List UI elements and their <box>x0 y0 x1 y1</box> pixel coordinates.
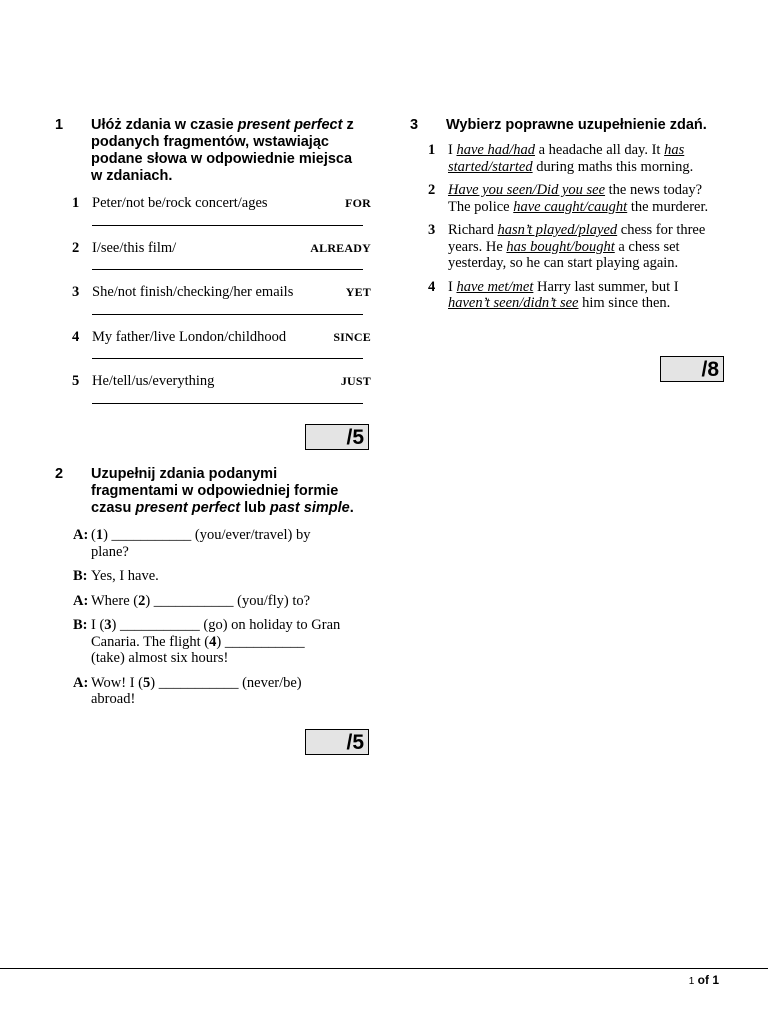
choice-option[interactable]: has bought/bought <box>506 238 615 255</box>
answer-line[interactable] <box>92 256 363 270</box>
task-1-item: 5 He/tell/us/everything JUST <box>72 373 375 412</box>
speaker-label: B: <box>73 617 88 633</box>
choice-option[interactable]: Have you seen/Did you see <box>448 182 606 198</box>
speaker-label: B: <box>73 568 88 584</box>
keyword: JUST <box>340 374 371 388</box>
task-1-heading <box>55 117 375 185</box>
task-3-item: 2 Have you seen/Did you see the news today? The police have caught/caught the murderer. <box>428 182 709 215</box>
task-1-item: 4 My father/live London/childhood SINCE <box>72 329 375 368</box>
choice-option[interactable]: hasn’t played/played <box>497 222 618 238</box>
dialogue-line: B: Yes, I have. <box>73 568 159 584</box>
dialogue-line: A: Where (2) ___________ (you/fly) to? <box>73 592 311 609</box>
task-2-heading <box>55 466 375 517</box>
left-column <box>55 117 375 418</box>
item-prompt: My father/live London/childhood <box>92 328 287 345</box>
answer-line[interactable] <box>92 345 363 359</box>
dialogue-line: B: I (3) ___________ (go) on holiday to Gran Canaria. The flight (4) ___________ (take) almost six hours! <box>73 617 341 666</box>
task-1-number: 1 <box>55 117 64 133</box>
footer-divider <box>0 968 768 969</box>
task-3-item: 1 I have had/had a headache all day. It has started/started during maths this morning. <box>428 142 694 175</box>
task-2-title: Uzupełnij zdania podanymi fragmentami w odpowiedniej formie czasu present perfect lub past simple. <box>91 466 354 516</box>
speaker-label: A: <box>73 592 89 609</box>
task-1-item: 3 She/not finish/checking/her emails YET <box>72 284 375 323</box>
item-prompt: He/tell/us/everything <box>92 373 215 389</box>
task-2 <box>55 466 375 716</box>
task-3-score-box: /8 <box>660 356 724 382</box>
keyword: FOR <box>345 196 371 210</box>
answer-line[interactable] <box>92 390 363 404</box>
task-1-score-box: /5 <box>305 424 369 450</box>
task-1-item: 1 Peter/not be/rock concert/ages FOR <box>72 195 375 234</box>
answer-line[interactable] <box>92 212 363 226</box>
answer-line[interactable] <box>92 301 363 315</box>
task-1-item: 2 I/see/this film/ ALREADY <box>72 240 375 279</box>
dialogue-line: A: Wow! I (5) ___________ (never/be) abroad! <box>73 674 302 707</box>
dialogue-line: A: (1) ___________ (you/ever/travel) by plane? <box>73 527 311 560</box>
task-2-number: 2 <box>55 466 64 482</box>
task-2-score-box: /5 <box>305 729 369 755</box>
speaker-label: A: <box>73 674 89 691</box>
task-3-heading <box>410 117 730 134</box>
task-3 <box>410 117 730 319</box>
speaker-label: A: <box>73 527 89 543</box>
task-3-item: 4 I have met/met Harry last summer, but I haven’t seen/didn’t see him since then. <box>428 278 679 311</box>
task-3-item: 3 Richard hasn’t played/played chess for three years. He has bought/bought a chess set yesterday, so he can start playing again. <box>428 222 706 271</box>
choice-option[interactable]: have had/had <box>456 142 535 158</box>
keyword: ALREADY <box>310 240 371 255</box>
task-1-items <box>72 195 375 412</box>
keyword: YET <box>345 285 371 299</box>
choice-option[interactable]: have caught/caught <box>513 198 628 215</box>
task-3-title: Wybierz poprawne uzupełnienie zdań. <box>446 117 707 133</box>
task-3-number: 3 <box>410 117 419 133</box>
choice-option[interactable]: has started/started <box>448 142 685 175</box>
item-prompt: I/see/this film/ <box>92 239 177 256</box>
task-1-title: Ułóż zdania w czasie present perfect z podanych fragmentów, wstawiając podane słowa w odpowiednie miejsca w zdaniach. <box>91 117 354 184</box>
keyword: SINCE <box>333 329 371 344</box>
item-prompt: Peter/not be/rock concert/ages <box>92 195 268 211</box>
task-1 <box>55 117 375 412</box>
page-number: 1 of 1 <box>688 973 719 987</box>
choice-option[interactable]: haven’t seen/didn’t see <box>448 295 579 311</box>
task-2-dialogue <box>73 527 375 708</box>
task-3-items <box>428 142 730 312</box>
choice-option[interactable]: have met/met <box>456 278 534 295</box>
item-prompt: She/not finish/checking/her emails <box>92 284 294 300</box>
